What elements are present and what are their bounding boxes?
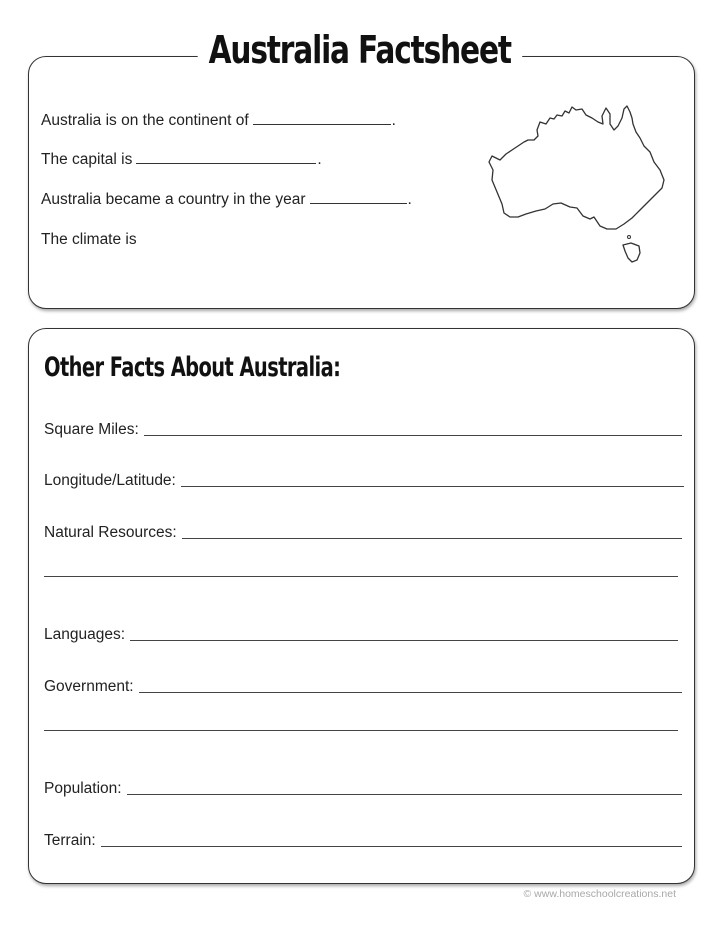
terrain-row: [44, 832, 682, 850]
capital-blank[interactable]: [136, 161, 316, 164]
government-row: [44, 678, 682, 696]
other-facts-box: [28, 328, 695, 884]
natural-resources-extra-row: [44, 576, 678, 580]
climate-prompt: [41, 231, 137, 249]
title-container: [0, 28, 720, 74]
government-extra-line[interactable]: [44, 730, 678, 731]
page-title: Australia Factsheet: [198, 28, 522, 74]
capital-period: .: [317, 151, 322, 168]
languages-line[interactable]: [130, 640, 678, 641]
longitude-latitude-line[interactable]: [181, 486, 684, 487]
population-row: [44, 780, 682, 798]
languages-label: Languages:: [44, 626, 126, 643]
continent-period: .: [391, 112, 396, 129]
continent-blank[interactable]: [253, 122, 391, 125]
square-miles-line[interactable]: [144, 435, 682, 436]
natural-resources-extra-line[interactable]: [44, 576, 678, 577]
government-line[interactable]: [139, 692, 682, 693]
longitude-latitude-label: Longitude/Latitude:: [44, 472, 176, 489]
climate-prompt-text: The climate is: [41, 231, 137, 248]
capital-prompt: [41, 151, 322, 169]
copyright-footer: © www.homeschoolcreations.net: [523, 888, 676, 900]
australia-map-icon: [484, 100, 696, 268]
terrain-label: Terrain:: [44, 832, 96, 849]
population-line[interactable]: [127, 794, 682, 795]
australia-mainland-outline: [489, 106, 664, 229]
natural-resources-line[interactable]: [182, 538, 682, 539]
square-miles-row: [44, 421, 682, 439]
square-miles-label: Square Miles:: [44, 421, 139, 438]
continent-prompt: [41, 112, 396, 130]
capital-prompt-text: The capital is: [41, 151, 133, 168]
languages-row: [44, 626, 678, 644]
government-extra-row: [44, 730, 678, 734]
tasmania-outline: [623, 243, 640, 262]
small-island-outline: [628, 236, 631, 239]
longitude-latitude-row: [44, 472, 684, 490]
year-period: .: [407, 191, 412, 208]
year-prompt: [41, 191, 412, 209]
terrain-line[interactable]: [101, 846, 682, 847]
natural-resources-row: [44, 524, 682, 542]
continent-prompt-text: Australia is on the continent of: [41, 112, 249, 129]
natural-resources-label: Natural Resources:: [44, 524, 177, 541]
year-blank[interactable]: [310, 201, 407, 204]
year-prompt-text: Australia became a country in the year: [41, 191, 306, 208]
government-label: Government:: [44, 678, 134, 695]
population-label: Population:: [44, 780, 122, 797]
other-facts-heading: Other Facts About Australia:: [44, 352, 341, 383]
